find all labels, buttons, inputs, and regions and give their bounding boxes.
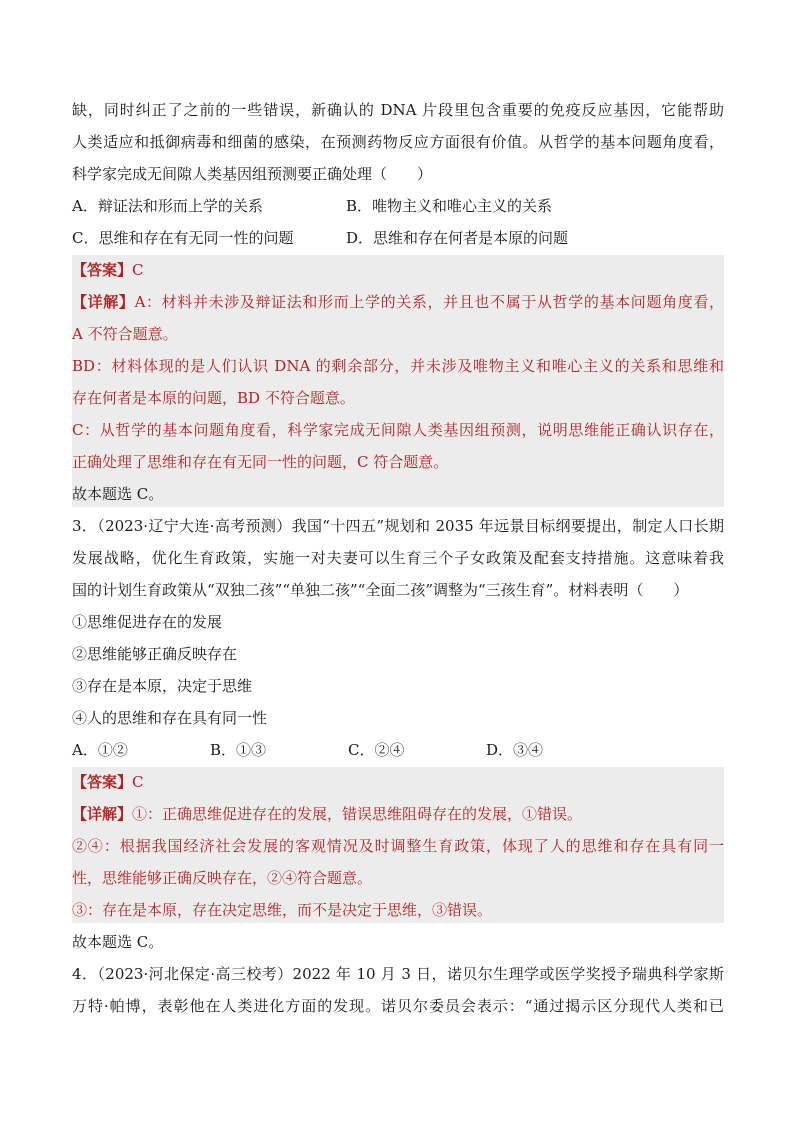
answer-tag: 【答案】 — [72, 261, 133, 279]
q3-stem-line: 3．（2023·辽宁大连·高考预测）我国“十四五”规划和 2035 年远景目标纲要提出，制定人口长期 — [72, 517, 724, 535]
q2-option-a: A．辩证法和形而上学的关系 — [72, 197, 263, 215]
q3-option-b: B．①③ — [210, 741, 267, 759]
q3-detail-line: 【详解】①：正确思维促进存在的发展，错误思维阻碍存在的发展，①错误。 — [72, 805, 583, 823]
q3-answer-line — [72, 772, 724, 792]
q2-option-b: B．唯物主义和唯心主义的关系 — [346, 197, 553, 215]
q2-conclusion: 故本题选 C。 — [72, 485, 164, 503]
q3-detail-line: ②④：根据我国经济社会发展的客观情况及时调整生育政策，体现了人的思维和存在具有同一 — [72, 837, 724, 855]
q2-stem-line: 缺，同时纠正了之前的一些错误，新确认的 DNA 片段里包含重要的免疫反应基因，它能帮助 — [72, 101, 724, 119]
q3-statement-4: ④人的思维和存在具有同一性 — [72, 709, 268, 727]
q4-stem-line: 万特·帕博，表彰他在人类进化方面的发现。诺贝尔委员会表示：“通过揭示区分现代人类和已 — [72, 997, 724, 1015]
q2-detail-line: BD：材料体现的是人们认识 DNA 的剩余部分，并未涉及唯物主义和唯心主义的关系和思维和 — [72, 357, 724, 375]
answer-value: C — [132, 773, 144, 791]
q2-detail-line: 存在何者是本原的问题，BD 不符合题意。 — [72, 389, 355, 407]
q2-detail-line: C：从哲学的基本问题角度看，科学家完成无间隙人类基因组预测，说明思维能正确认识存在， — [72, 421, 724, 439]
q3-detail-line: ③：存在是本原，存在决定思维，而不是决定于思维，③错误。 — [72, 901, 493, 919]
detail-tag: 【详解】 — [72, 293, 135, 311]
q2-detail-line: A 不符合题意。 — [72, 325, 178, 343]
q3-statement-3: ③存在是本原，决定于思维 — [72, 677, 253, 695]
q2-stem-line: 人类适应和抵御病毒和细菌的感染，在预测药物反应方面很有价值。从哲学的基本问题角度看， — [72, 133, 724, 151]
answer-value: C — [132, 261, 144, 279]
q2-detail-line: 【详解】A：材料并未涉及辩证法和形而上学的关系，并且也不属于从哲学的基本问题角度看， — [72, 293, 724, 311]
detail-tag: 【详解】 — [72, 805, 133, 823]
q3-conclusion: 故本题选 C。 — [72, 933, 164, 951]
q3-stem-line: 发展战略，优化生育政策，实施一对夫妻可以生育三个子女政策及配套支持措施。这意味着我 — [72, 549, 724, 567]
q3-option-a: A．①② — [72, 741, 128, 759]
q3-option-d: D．③④ — [486, 741, 544, 759]
q3-statement-1: ①思维促进存在的发展 — [72, 613, 223, 631]
q2-option-c: C．思维和存在有无同一性的问题 — [72, 229, 294, 247]
q3-option-c: C．②④ — [348, 741, 405, 759]
q3-stem-line: 国的计划生育政策从“双独二孩”“单独二孩”“全面二孩”调整为“三孩生育”。材料表明（ ） — [72, 581, 689, 599]
q4-stem-line: 4．（2023·河北保定·高三校考）2022 年 10 月 3 日，诺贝尔生理学或医学奖授予瑞典科学家斯 — [72, 965, 724, 983]
q2-stem-line: 科学家完成无间隙人类基因组预测要正确处理（ ） — [72, 165, 433, 183]
q2-option-d: D．思维和存在何者是本原的问题 — [346, 229, 569, 247]
q3-detail-line: 性，思维能够正确反映存在，②④符合题意。 — [72, 869, 373, 887]
q2-detail-line: 正确处理了思维和存在有无同一性的问题，C 符合题意。 — [72, 453, 449, 471]
q3-statement-2: ②思维能够正确反映存在 — [72, 645, 238, 663]
q2-answer-line — [72, 260, 724, 280]
answer-tag: 【答案】 — [72, 773, 133, 791]
